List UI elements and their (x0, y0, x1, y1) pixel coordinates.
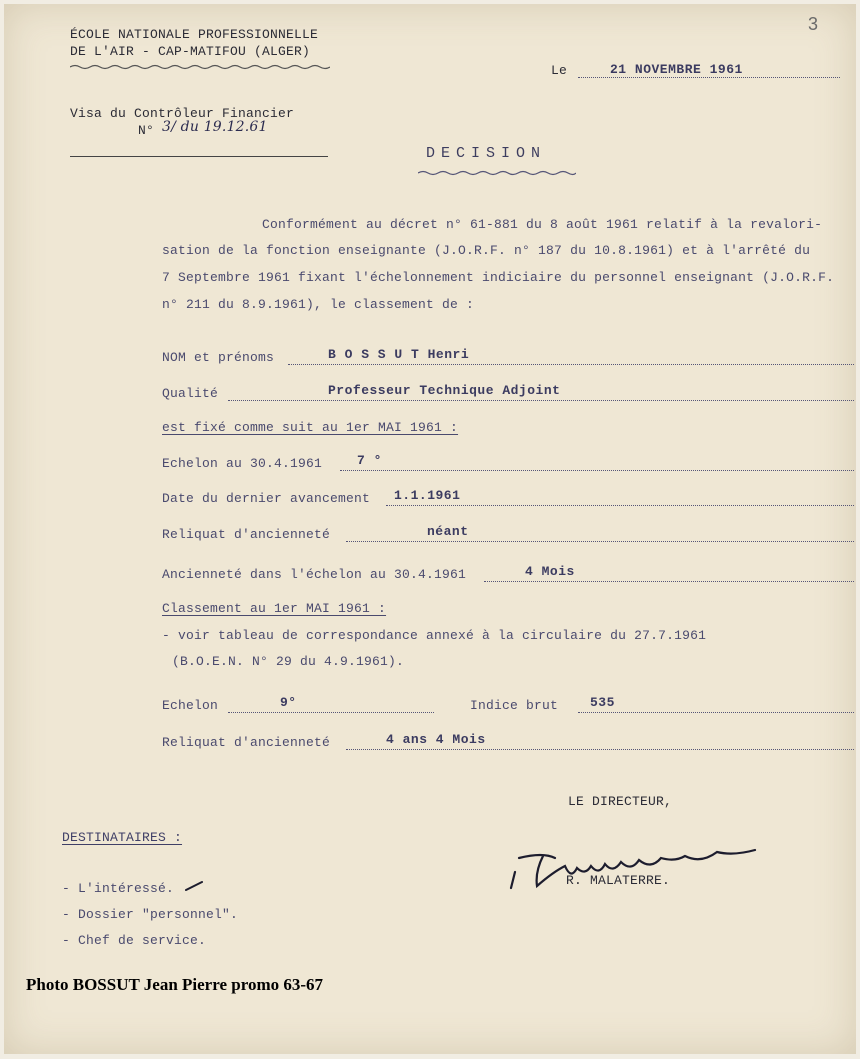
destinataires-heading: DESTINATAIRES : (62, 830, 183, 845)
school-name-line2: DE L'AIR - CAP-MATIFOU (ALGER) (70, 44, 311, 59)
indice-dotted-line (578, 712, 854, 713)
indice-value: 535 (590, 695, 615, 710)
body-line-1: Conformément au décret n° 61-881 du 8 août 1961 relatif à la revalori- (262, 217, 823, 232)
anciennete-value: 4 Mois (525, 564, 575, 579)
echelon-dotted-line (340, 470, 854, 471)
title-rule (418, 170, 576, 176)
date-prefix: Le (551, 63, 568, 78)
reliquat-label: Reliquat d'ancienneté (162, 527, 331, 542)
indice-label: Indice brut (470, 698, 559, 713)
nom-dotted-line (288, 364, 854, 365)
reliquat2-label: Reliquat d'ancienneté (162, 735, 331, 750)
visa-rule (70, 156, 328, 157)
reliquat-value: néant (427, 524, 469, 539)
visa-no-handwritten: 3/ du 19.12.61 (162, 119, 268, 135)
school-name-line1: ÉCOLE NATIONALE PROFESSIONNELLE (70, 27, 319, 42)
classement-note-1: - voir tableau de correspondance annexé à la circulaire du 27.7.1961 (162, 628, 707, 643)
document-title: DECISION (426, 145, 547, 162)
body-line-3: 7 Septembre 1961 fixant l'échelonnement indiciaire du personnel enseignant (J.O.R.F. (162, 270, 835, 285)
nom-label: NOM et prénoms (162, 350, 275, 365)
destinataire-item-1: - L'intéressé. (62, 881, 175, 896)
classement-heading: Classement au 1er MAI 1961 : (162, 601, 387, 616)
echelon2-value: 9° (280, 695, 297, 710)
date-value: 21 NOVEMBRE 1961 (610, 62, 743, 77)
header-rule (70, 64, 330, 70)
reliquat2-dotted-line (346, 749, 854, 750)
qualite-value: Professeur Technique Adjoint (328, 383, 561, 398)
visa-no-prefix: N° (138, 123, 155, 138)
fixe-heading: est fixé comme suit au 1er MAI 1961 : (162, 420, 459, 435)
date-dotted-line (578, 77, 840, 78)
destinataire-item-2: - Dossier "personnel". (62, 907, 239, 922)
classement-note-2: (B.O.E.N. N° 29 du 4.9.1961). (172, 654, 405, 669)
visa-label: Visa du Contrôleur Financier (70, 106, 295, 121)
date-avancement-label: Date du dernier avancement (162, 491, 371, 506)
anciennete-label: Ancienneté dans l'échelon au 30.4.1961 (162, 567, 467, 582)
qualite-dotted-line (228, 400, 854, 401)
director-name: R. MALATERRE. (566, 873, 671, 888)
destinataire-item-3: - Chef de service. (62, 933, 207, 948)
nom-value: B O S S U T Henri (328, 347, 470, 362)
checkmark-icon (184, 880, 204, 892)
echelon-label: Echelon au 30.4.1961 (162, 456, 323, 471)
page-number: 3 (808, 14, 819, 34)
date-avancement-value: 1.1.1961 (394, 488, 461, 503)
photo-caption: Photo BOSSUT Jean Pierre promo 63-67 (26, 975, 324, 994)
anciennete-dotted-line (484, 581, 854, 582)
director-role: LE DIRECTEUR, (568, 794, 673, 809)
echelon2-dotted-line (228, 712, 434, 713)
body-line-2: sation de la fonction enseignante (J.O.R.F. n° 187 du 10.8.1961) et à l'arrêté du (162, 243, 811, 258)
qualite-label: Qualité (162, 386, 219, 401)
reliquat2-value: 4 ans 4 Mois (386, 732, 486, 747)
echelon-value: 7 ° (357, 453, 382, 468)
echelon2-label: Echelon (162, 698, 219, 713)
body-line-4: n° 211 du 8.9.1961), le classement de : (162, 297, 475, 312)
reliquat-dotted-line (346, 541, 854, 542)
date-avancement-dotted-line (386, 505, 854, 506)
